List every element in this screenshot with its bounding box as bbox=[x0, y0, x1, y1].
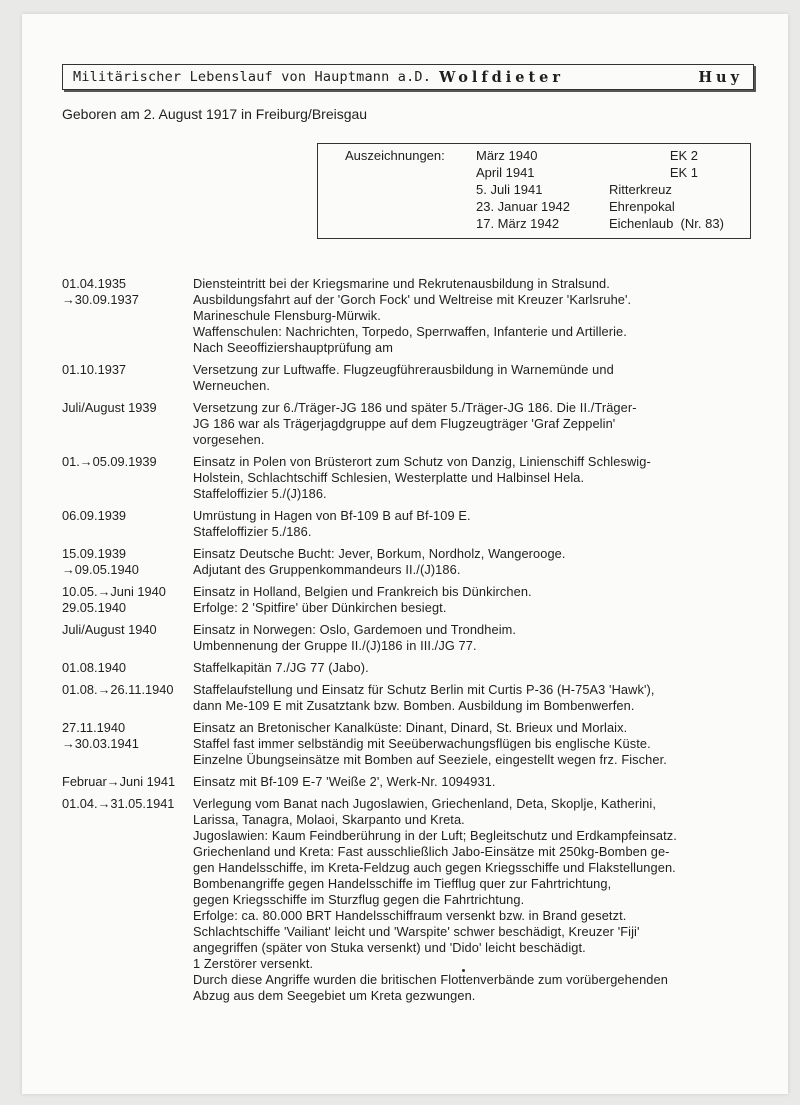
entry-text: Umrüstung in Hagen von Bf-109 B auf Bf-109 E. Staffeloffizier 5./186. bbox=[193, 508, 471, 539]
person-name bbox=[439, 69, 743, 86]
entry-text: Einsatz mit Bf-109 E-7 'Weiße 2', Werk-Nr. 1094931. bbox=[193, 774, 496, 789]
career-entry bbox=[62, 774, 762, 790]
entry-date: 10.05.→Juni 1940 29.05.1940 bbox=[62, 584, 166, 615]
career-entry bbox=[62, 546, 762, 578]
career-entry bbox=[62, 362, 762, 394]
document-title: Militärischer Lebenslauf von Hauptmann a.D. bbox=[73, 69, 432, 85]
entry-date: Februar→Juni 1941 bbox=[62, 774, 176, 789]
awards-label: Auszeichnungen: bbox=[345, 148, 445, 163]
award-date: 17. März 1942 bbox=[476, 216, 560, 231]
entry-text: Staffelaufstellung und Einsatz für Schutz Berlin mit Curtis P-36 (H-75A3 'Hawk'), dann Me-109 E mit Zusatztank bzw. Bomben. Ausbildung im Bombenwerfen. bbox=[193, 682, 655, 713]
career-entry bbox=[62, 796, 762, 1004]
award-date: März 1940 bbox=[476, 148, 538, 163]
entry-date: 01.04.→31.05.1941 bbox=[62, 796, 175, 811]
award-row bbox=[476, 216, 746, 234]
document-page bbox=[22, 14, 788, 1094]
career-entry bbox=[62, 720, 762, 768]
award-row bbox=[476, 199, 746, 217]
entry-text: Versetzung zur Luftwaffe. Flugzeugführerausbildung in Warnemünde und Werneuchen. bbox=[193, 362, 614, 393]
career-entry bbox=[62, 276, 762, 356]
award-name: Ehrenpokal bbox=[609, 199, 675, 214]
page-dot bbox=[462, 969, 465, 972]
career-entry bbox=[62, 622, 762, 654]
entry-date: Juli/August 1940 bbox=[62, 622, 157, 637]
award-date: 23. Januar 1942 bbox=[476, 199, 570, 214]
entry-text: Einsatz in Holland, Belgien und Frankreich bis Dünkirchen. Erfolge: 2 'Spitfire' über Dünkirchen besiegt. bbox=[193, 584, 532, 615]
entry-date: 01.→05.09.1939 bbox=[62, 454, 157, 469]
award-row bbox=[476, 182, 746, 200]
entry-text: Einsatz in Norwegen: Oslo, Gardemoen und Trondheim. Umbennenung der Gruppe II./(J)186 in III./JG 77. bbox=[193, 622, 517, 653]
award-date: 5. Juli 1941 bbox=[476, 182, 543, 197]
entry-text: Versetzung zur 6./Träger-JG 186 und später 5./Träger-JG 186. Die II./Träger- JG 186 war als Trägerjagdgruppe auf dem Flugzeugträger 'Graf Zeppelin' vorgesehen. bbox=[193, 400, 637, 447]
career-entry bbox=[62, 660, 762, 676]
person-last-name: Huy bbox=[698, 68, 743, 86]
birth-line: Geboren am 2. August 1917 in Freiburg/Breisgau bbox=[62, 106, 368, 122]
awards-box bbox=[317, 143, 751, 239]
entry-text: Einsatz Deutsche Bucht: Jever, Borkum, Nordholz, Wangerooge. Adjutant des Gruppenkommandeurs II./(J)186. bbox=[193, 546, 566, 577]
person-first-name: Wolfdieter bbox=[439, 68, 565, 86]
entry-text: Einsatz in Polen von Brüsterort zum Schutz von Danzig, Linienschiff Schleswig- Holstein, Schlachtschiff Schlesien, Westerplatte und Halbinsel Hela. Staffeloffizier 5./(J)186. bbox=[193, 454, 651, 501]
entry-date: 01.08.→26.11.1940 bbox=[62, 682, 174, 697]
award-row bbox=[476, 165, 746, 183]
entry-date: 06.09.1939 bbox=[62, 508, 127, 523]
entry-text: Verlegung vom Banat nach Jugoslawien, Griechenland, Deta, Skoplje, Katherini, Larissa, Tanagra, Molaoi, Skarpanto und Kreta. Jugoslawien: Kaum Feindberührung in der Luft; Begleitschutz und Erdkampfeinsatz. Griechenland und Kreta: Fast ausschließlich Jabo-Einsätze mit 250kg-Bomben ge- gen Handelsschiffe, im Kreta-Feldzug auch gegen Kriegsschiffe und Flakstellungen. Bombenangriffe gegen Handelsschiffe im Tiefflug quer zur Fahrtrichtung, gegen Kriegsschiffe im Sturzflug gegen die Fahrtrichtung. Erfolge: ca. 80.000 BRT Handelsschiffraum versenkt bzw. in Brand gesetzt. Schlachtschiffe 'Vailiant' leicht und 'Warspite' schwer beschädigt, Kreuzer 'Fiji' angegriffen (später von Stuka versenkt) und 'Dido' leicht beschädigt. 1 Zerstörer versenkt. Durch diese Angriffe wurden die britischen Flottenverbände zum vorübergehenden Abzug aus dem Seegebiet um Kreta gezwungen. bbox=[193, 796, 677, 1003]
career-list bbox=[62, 276, 762, 1010]
entry-date: 01.10.1937 bbox=[62, 362, 127, 377]
award-name: Ritterkreuz bbox=[609, 182, 672, 197]
entry-text: Staffelkapitän 7./JG 77 (Jabo). bbox=[193, 660, 369, 675]
title-box bbox=[62, 64, 754, 90]
entry-date: 27.11.1940 →30.03.1941 bbox=[62, 720, 139, 751]
award-date: April 1941 bbox=[476, 165, 535, 180]
entry-date: Juli/August 1939 bbox=[62, 400, 157, 415]
entry-date: 15.09.1939 →09.05.1940 bbox=[62, 546, 139, 577]
award-name: EK 2 bbox=[669, 148, 698, 163]
career-entry bbox=[62, 400, 762, 448]
career-entry bbox=[62, 682, 762, 714]
award-name: EK 1 bbox=[669, 165, 698, 180]
career-entry bbox=[62, 508, 762, 540]
award-name: Eichenlaub (Nr. 83) bbox=[609, 216, 724, 231]
award-row bbox=[476, 148, 746, 166]
career-entry bbox=[62, 454, 762, 502]
entry-date: 01.08.1940 bbox=[62, 660, 127, 675]
entry-date: 01.04.1935 →30.09.1937 bbox=[62, 276, 139, 307]
career-entry bbox=[62, 584, 762, 616]
entry-text: Einsatz an Bretonischer Kanalküste: Dinant, Dinard, St. Brieux und Morlaix. Staffel fast immer selbständig mit Seeüberwachungsflügen bis englische Küste. Einzelne Übungseinsätze mit Bomben auf Seeziele, eingestellt wegen frz. Fischer. bbox=[193, 720, 667, 767]
entry-text: Diensteintritt bei der Kriegsmarine und Rekrutenausbildung in Stralsund. Ausbildungsfahrt auf der 'Gorch Fock' und Weltreise mit Kreuzer 'Karlsruhe'. Marineschule Flensburg-Mürwik. Waffenschulen: Nachrichten, Torpedo, Sperrwaffen, Infanterie und Artillerie. Nach Seeoffiziershauptprüfung am bbox=[193, 276, 632, 355]
